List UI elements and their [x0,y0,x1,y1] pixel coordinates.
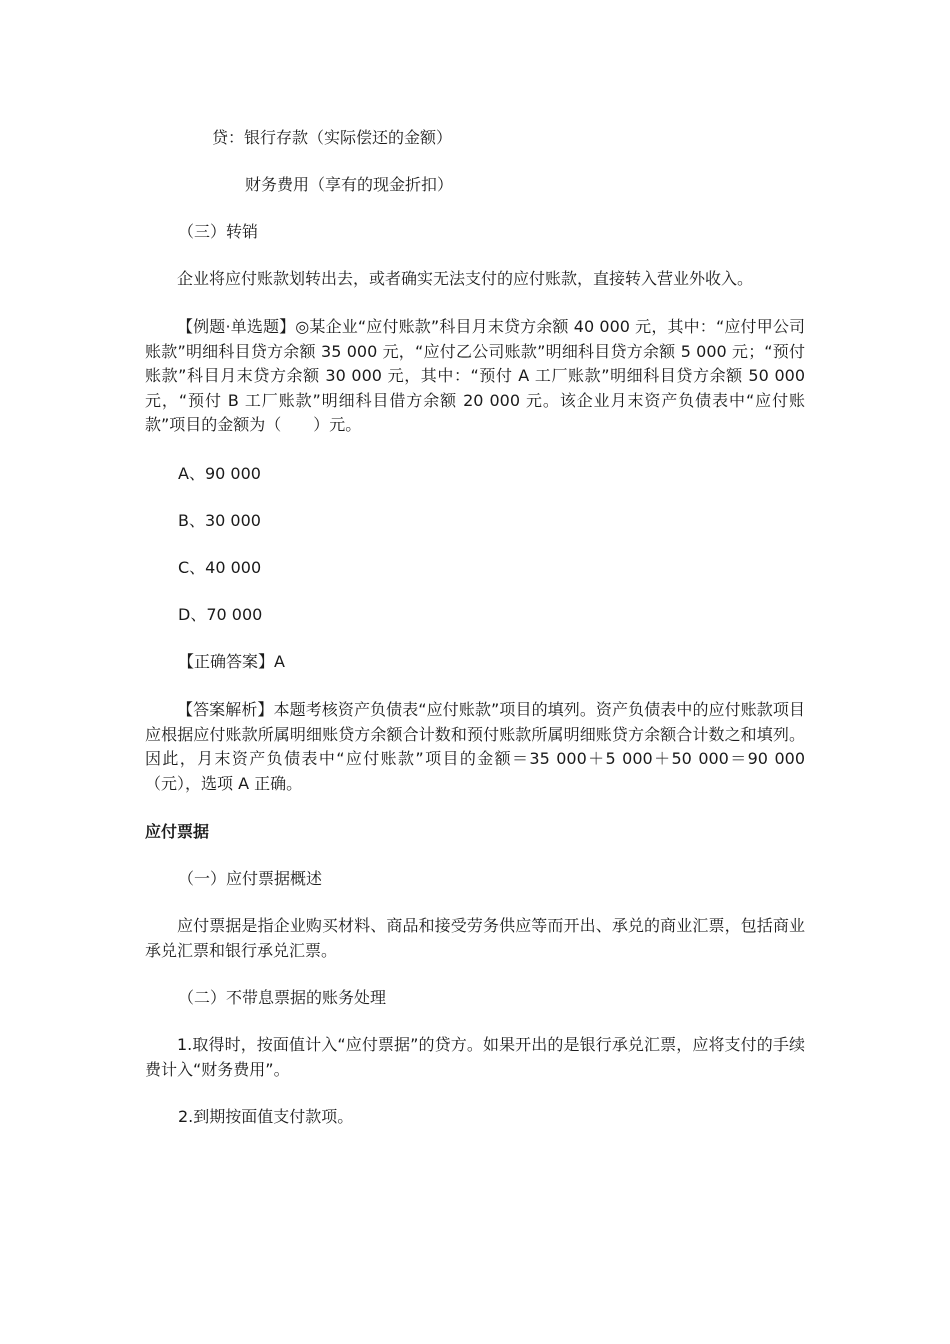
correct-answer: 【正确答案】A [178,652,285,671]
option-c: C、40 000 [178,558,262,577]
notes-payable-heading: 应付票据 [145,822,210,841]
example-question: 【例题·单选题】◎某企业“应付账款”科目月末贷方余额 40 000 元，其中：“应付甲公司账款”明细科目贷方余额 35 000 元，“应付乙公司账款”明细科目贷方余额 5 000 元；“预付账款”科目月末贷方余额 30 000 元，其中：“预付 A 工厂账款”明细科目贷方余额 50 000 元，“预付 B 工厂账款”明细科目借方余额 20 000 元。该企业月末资产负债表中“应付账款”项目的金额为（ ）元。 [145,317,805,435]
option-d: D、70 000 [178,605,263,624]
notes-payable-definition: 应付票据是指企业购买材料、商品和接受劳务供应等而开出、承兑的商业汇票，包括商业承兑汇票和银行承兑汇票。 [145,916,805,960]
section-2-heading: （二）不带息票据的账务处理 [178,988,387,1007]
section-1-heading: （一）应付票据概述 [178,869,323,888]
transfer-paragraph: 企业将应付账款划转出去，或者确实无法支付的应付账款，直接转入营业外收入。 [177,269,754,288]
section-3-heading: （三）转销 [178,222,259,241]
option-a: A、90 000 [178,464,261,483]
option-b: B、30 000 [178,511,261,530]
item-2-line: 2.到期按面值支付款项。 [178,1107,354,1126]
finance-cost-line: 财务费用（享有的现金折扣） [245,175,454,194]
credit-bank-line: 贷：银行存款（实际偿还的金额） [212,128,453,147]
answer-analysis: 【答案解析】本题考核资产负债表“应付账款”项目的填列。资产负债表中的应付账款项目应根据应付账款所属明细账贷方余额合计数和预付账款所属明细账贷方余额合计数之和填列。因此，月末资产负债表中“应付账款”项目的金额＝35 000＋5 000＋50 000＝90 000（元），选项 A 正确。 [145,700,805,793]
item-1-paragraph: 1.取得时，按面值计入“应付票据”的贷方。如果开出的是银行承兑汇票，应将支付的手续费计入“财务费用”。 [145,1035,805,1079]
